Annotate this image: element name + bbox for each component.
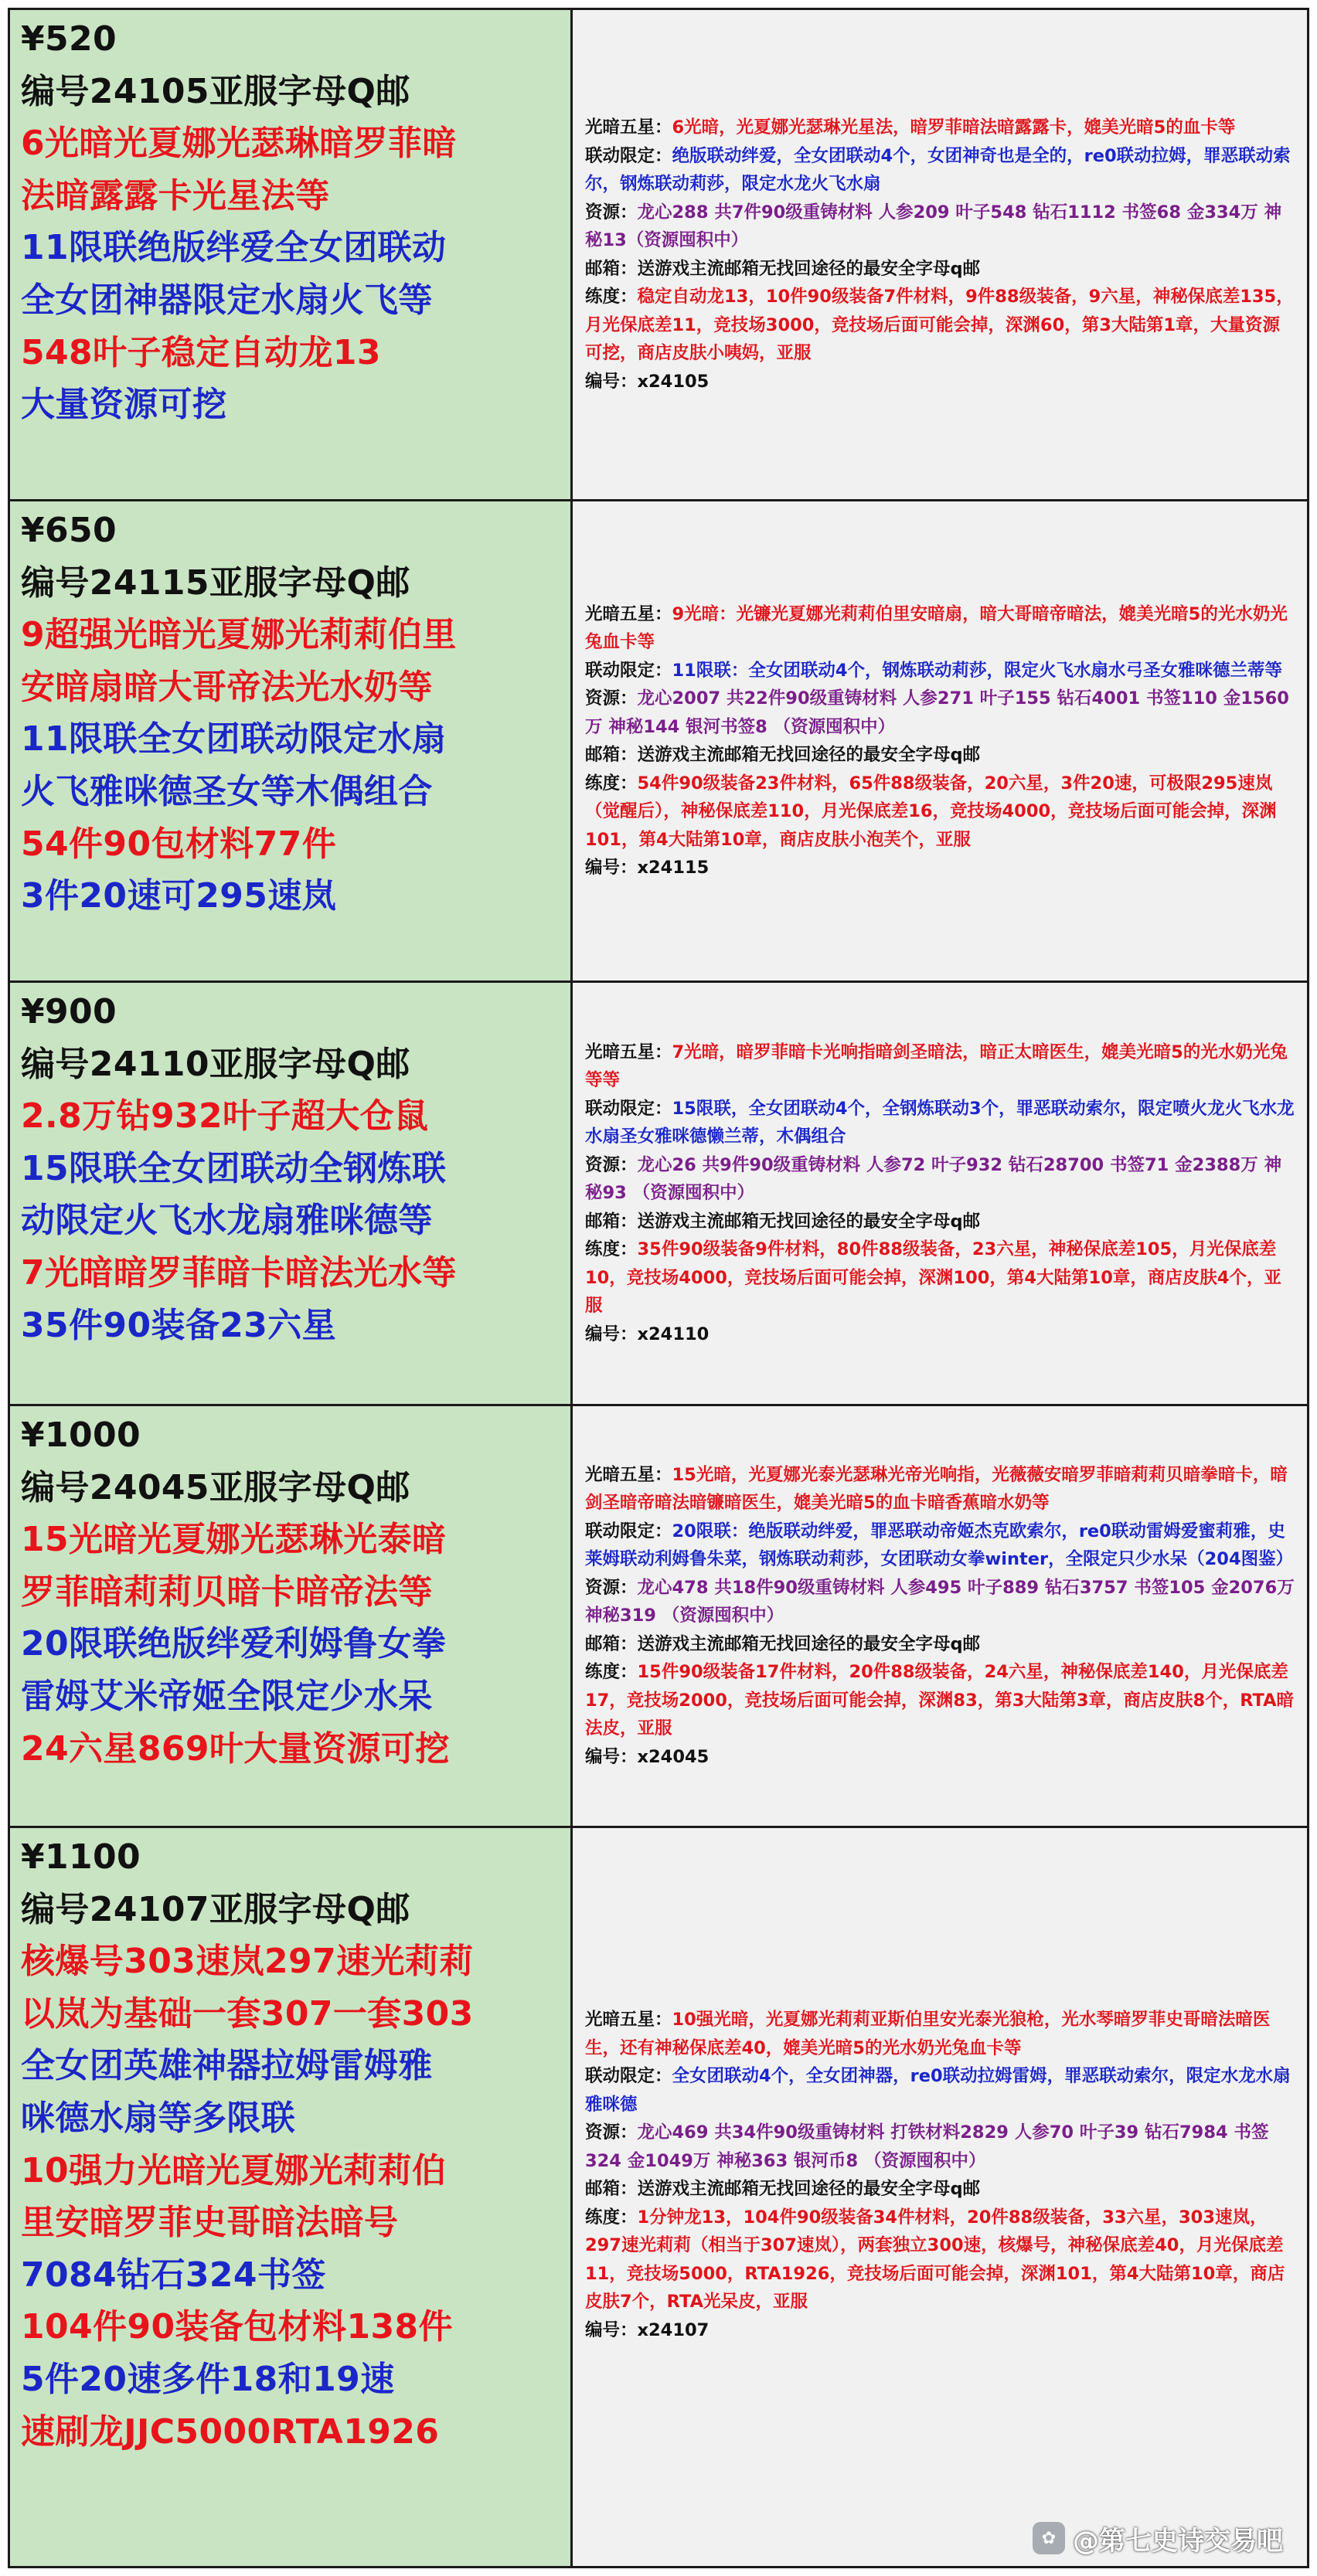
summary-line: 动限定火飞水龙扇雅咪德等 [21,1201,433,1241]
summary-line: 11限联全女团联动限定水扇 [21,719,447,760]
detail-field-collab: 联动限定：15限联，全女团联动4个，全钢炼联动3个，罪恶联动索尔，限定喷火龙火飞水龙水扇圣女雅咪德懒兰蒂，木偶组合 [585,1098,1295,1147]
listing-details [573,1406,1307,1826]
summary-line: 24六星869叶大量资源可挖 [21,1728,450,1769]
summary-line: 罗菲暗莉莉贝暗卡暗帝法等 [21,1572,433,1612]
summary-line: 速刷龙JJC5000RTA1926 [21,2411,440,2452]
listing-summary [10,983,573,1404]
listing-summary [10,1828,573,2566]
summary-line: 编号24107亚服字母Q邮 [21,1889,410,1929]
listing-details [573,983,1307,1404]
summary-line: 15光暗光夏娜光瑟琳光泰暗 [21,1520,447,1560]
summary-line: 全女团英雄神器拉姆雷姆雅 [21,2046,433,2086]
summary-line: 7084钻石324书签 [21,2255,326,2295]
detail-field-progress: 练度：54件90级装备23件材料，65件88级装备，20六星，3件20速，可极限295速岚（觉醒后），神秘保底差110，月光保底差16，竞技场4000，竞技场后面可能会掉，深渊101，第4大陆第10章，商店皮肤小泡芙个，亚服 [585,773,1277,850]
detail-field-mail: 邮箱：送游戏主流邮箱无找回途径的最安全字母q邮 [585,745,981,765]
summary-line: 7光暗暗罗菲暗卡暗法光水等 [21,1252,457,1293]
price-line: ¥1000 [21,1415,141,1455]
summary-line: 2.8万钻932叶子超大仓鼠 [21,1096,429,1137]
summary-line: 编号24115亚服字母Q邮 [21,562,410,603]
summary-line: 编号24105亚服字母Q邮 [21,71,410,111]
summary-line: 11限联绝版绊爱全女团联动 [21,228,447,268]
summary-line: 核爆号303速岚297速光莉莉 [21,1942,474,1982]
summary-line: 6光暗光夏娜光瑟琳暗罗菲暗 [21,124,457,164]
summary-line: 35件90装备23六星 [21,1305,337,1345]
listing-details [573,1828,1307,2566]
summary-line: 火飞雅咪德圣女等木偶组合 [21,771,433,811]
detail-field-progress: 练度：稳定自动龙13，10件90级装备7件材料，9件88级装备，9六星，神秘保底差135，月光保底差11，竞技场3000，竞技场后面可能会掉，深渊60，第3大陆第1章，大量资源可挖，商店皮肤小咦妈，亚服 [585,287,1294,363]
detail-field-id: 编号：x24110 [585,1324,710,1344]
summary-line: 法暗露露卡光星法等 [21,175,330,216]
summary-line: 以岚为基础一套307一套303 [21,1993,474,2034]
listing-summary [10,10,573,499]
summary-line: 20限联绝版绊爱利姆鲁女拳 [21,1624,447,1664]
summary-line: 548叶子稳定自动龙13 [21,332,381,372]
detail-field-collab: 联动限定：绝版联动绊爱，全女团联动4个，女团神奇也是全的，re0联动拉姆，罪恶联动索尔，钢炼联动莉莎，限定水龙火飞水扇 [585,145,1291,194]
detail-field-id: 编号：x24045 [585,1746,710,1767]
summary-line: 全女团神器限定水扇火飞等 [21,280,433,320]
listing-row [10,501,1307,983]
price-line: ¥650 [21,511,117,550]
summary-line: 安暗扇暗大哥帝法光水奶等 [21,667,433,707]
summary-line: 104件90装备包材料138件 [21,2307,453,2347]
detail-field-progress: 练度：15件90级装备17件材料，20件88级装备，24六星，神秘保底差140，月光保底差17，竞技场2000，竞技场后面可能会掉，深渊83，第3大陆第3章，商店皮肤8个，RTA暗法皮，亚服 [585,1662,1295,1739]
detail-field-stars: 光暗五星：7光暗，暗罗菲暗卡光响指暗剑圣暗法，暗正太暗医生，媲美光暗5的光水奶光兔等等 [585,1042,1288,1091]
detail-field-mail: 邮箱：送游戏主流邮箱无找回途径的最安全字母q邮 [585,258,981,279]
summary-line: 雷姆艾米帝姬全限定少水呆 [21,1676,433,1716]
listing-row [10,983,1307,1406]
summary-line: 5件20速多件18和19速 [21,2359,395,2399]
detail-field-id: 编号：x24105 [585,371,710,392]
summary-line: 里安暗罗菲史哥暗法暗号 [21,2203,399,2243]
summary-line: 54件90包材料77件 [21,824,337,864]
price-line: ¥900 [21,992,117,1031]
listing-row [10,1828,1307,2566]
detail-field-resources: 资源：龙心26 共9件90级重铸材料 人参72 叶子932 钻石28700 书签71 金2388万 神秘93 （资源囤积中） [585,1154,1282,1204]
summary-line: 咪德水扇等多限联 [21,2098,296,2138]
listing-table [8,8,1309,2568]
detail-field-stars: 光暗五星：15光暗，光夏娜光泰光瑟琳光帝光响指，光薇薇安暗罗菲暗莉莉贝暗拳暗卡，暗剑圣暗帝暗法暗镰暗医生，媲美光暗5的血卡暗香蕉暗水奶等 [585,1464,1288,1514]
summary-line: 编号24110亚服字母Q邮 [21,1044,410,1084]
detail-field-mail: 邮箱：送游戏主流邮箱无找回途径的最安全字母q邮 [585,2179,981,2199]
summary-line: 9超强光暗光夏娜光莉莉伯里 [21,615,457,655]
summary-line: 编号24045亚服字母Q邮 [21,1467,410,1507]
detail-field-stars: 光暗五星：10强光暗，光夏娜光莉莉亚斯伯里安光泰光狼枪，光水琴暗罗菲史哥暗法暗医生，还有神秘保底差40，媲美光暗5的光水奶光兔血卡等 [585,2010,1271,2058]
listing-summary [10,501,573,980]
watermark [1033,2519,1283,2557]
summary-line: 3件20速可295速岚 [21,876,337,916]
listing-row [10,10,1307,501]
detail-field-collab: 联动限定：全女团联动4个，全女团神器，re0联动拉姆雷姆，罪恶联动索尔，限定水龙水扇雅咪德 [585,2066,1291,2115]
price-line: ¥520 [21,19,117,59]
detail-field-resources: 资源：龙心2007 共22件90级重铸材料 人参271 叶子155 钻石4001 书签110 金1560万 神秘144 银河书签8 （资源囤积中） [585,688,1289,737]
detail-field-id: 编号：x24115 [585,858,710,878]
summary-line: 大量资源可挖 [21,385,227,425]
watermark-text: @第七史诗交易吧 [1073,2525,1283,2557]
listing-details [573,501,1307,980]
detail-field-id: 编号：x24107 [585,2319,710,2340]
listing-details [573,10,1307,499]
detail-field-resources: 资源：龙心478 共18件90级重铸材料 人参495 叶子889 钻石3757 书签105 金2076万 神秘319 （资源囤积中） [585,1577,1295,1626]
detail-field-collab: 联动限定：11限联：全女团联动4个，钢炼联动莉莎，限定火飞水扇水弓圣女雅咪德兰蒂等 [585,660,1282,681]
tieba-paw-icon: ✿ [1033,2522,1065,2554]
detail-field-mail: 邮箱：送游戏主流邮箱无找回途径的最安全字母q邮 [585,1211,981,1232]
detail-field-progress: 练度：35件90级装备9件材料，80件88级装备，23六星，神秘保底差105，月光保底差10，竞技场4000，竞技场后面可能会掉，深渊100，第4大陆第10章，商店皮肤4个，亚服 [585,1239,1282,1317]
detail-field-stars: 光暗五星：6光暗，光夏娜光瑟琳光星法，暗罗菲暗法暗露露卡，媲美光暗5的血卡等 [585,117,1236,138]
listing-row [10,1406,1307,1828]
summary-line: 10强力光暗光夏娜光莉莉伯 [21,2150,447,2190]
listing-summary [10,1406,573,1826]
detail-field-progress: 练度：1分钟龙13，104件90级装备34件材料，20件88级装备，33六星，303速岚，297速光莉莉（相当于307速岚），两套独立300速，核爆号，神秘保底差40，月光保底差11，竞技场5000，RTA1926，竞技场后面可能会掉，深渊101，第4大陆第10章，商店皮肤7个，RTA光呆皮，亚服 [585,2207,1285,2312]
price-line: ¥1100 [21,1837,141,1877]
detail-field-collab: 联动限定：20限联：绝版联动绊爱，罪恶联动帝姬杰克欧索尔，re0联动雷姆爱蜜莉雅，史莱姆联动利姆鲁朱菜，钢炼联动莉莎，女团联动女拳winter，全限定只少水呆（204图鉴） [585,1521,1294,1570]
detail-field-stars: 光暗五星：9光暗：光镰光夏娜光莉莉伯里安暗扇，暗大哥暗帝暗法，媲美光暗5的光水奶光兔血卡等 [585,603,1288,652]
summary-line: 15限联全女团联动全钢炼联 [21,1148,447,1188]
detail-field-resources: 资源：龙心469 共34件90级重铸材料 打铁材料2829 人参70 叶子39 钻石7984 书签324 金1049万 神秘363 银河币8 （资源囤积中） [585,2122,1269,2171]
detail-field-resources: 资源：龙心288 共7件90级重铸材料 人参209 叶子548 钻石1112 书签68 金334万 神秘13（资源囤积中） [585,202,1282,250]
detail-field-mail: 邮箱：送游戏主流邮箱无找回途径的最安全字母q邮 [585,1633,981,1654]
